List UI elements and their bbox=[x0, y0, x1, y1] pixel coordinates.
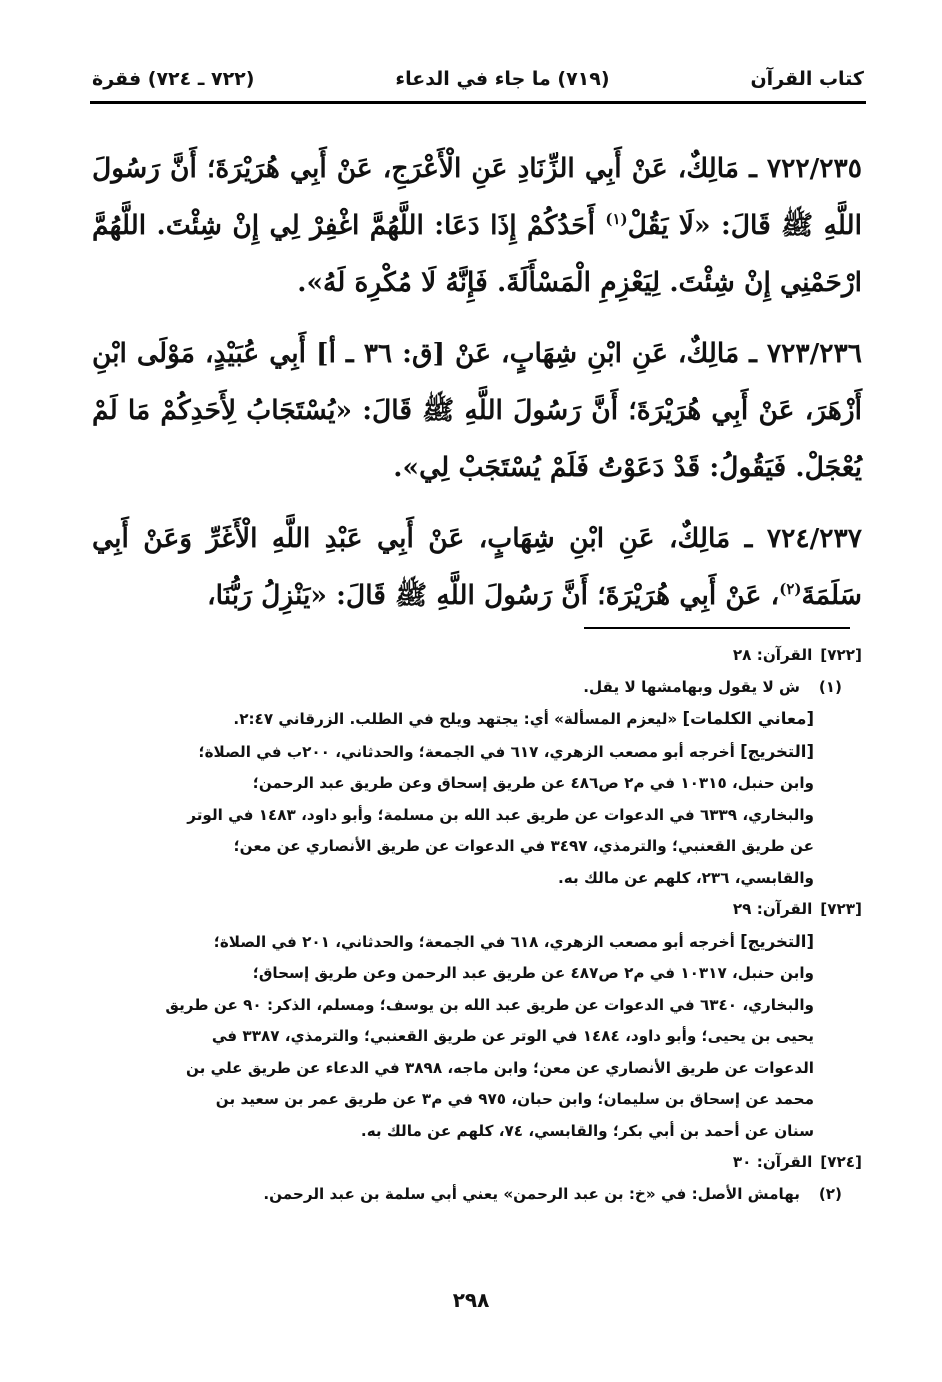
note-722-head bbox=[92, 640, 862, 672]
hadith-text bbox=[92, 140, 862, 638]
hadith-body: ، عَنِ ابْنِ شِهَابٍ، عَنْ أَبِي عَبْدِ اللَّهِ الْأَغَرِّ وَعَنْ أَبِي سَلَمَةَ bbox=[92, 523, 862, 611]
hadith-dash: ـ bbox=[739, 338, 767, 369]
footnote-tag: (٢) bbox=[818, 1184, 842, 1203]
header-chapter-title: (٧١٩) ما جاء في الدعاء bbox=[395, 68, 610, 90]
hadith-724 bbox=[92, 510, 862, 624]
takhrij-line: والبخاري، ٦٣٣٩ في الدعوات عن طريق عبد الله بن مسلمة؛ وأبو داود، ١٤٨٣ في الوتر bbox=[187, 805, 814, 824]
footnote-ref[interactable]: (٢) bbox=[779, 580, 802, 599]
narrator-name: مَالِكٌ bbox=[686, 153, 740, 184]
takhrij-line: عن طريق القعنبي؛ والترمذي، ٣٤٩٧ في الدعوات عن طريق الأنصاري عن معن؛ bbox=[233, 837, 814, 855]
takhrij-text: سنان عن أحمد بن أبي بكر؛ والقابسي، ٧٤، كلهم عن bbox=[421, 1121, 814, 1140]
takhrij-malik: مالك bbox=[584, 868, 619, 887]
hadith-body-cont: أَحَدُكُمْ إِذَا دَعَا: اللَّهُمَّ اغْفِرْ لِي إِنْ شِئْتَ. اللَّهُمَّ ارْحَمْنِي إِنْ شِئْتَ. لِيَعْزِمِ الْمَسْأَلَةَ. فَإِنَّهُ لَا مُكْرِهَ لَهُ». bbox=[92, 210, 862, 298]
takhrij-722 bbox=[92, 736, 862, 895]
note-723-head bbox=[92, 894, 862, 926]
takhrij-text: أخرجه أبو مصعب الزهري، ٦١٨ في الجمعة؛ والحدثاني، ٢٠١ في الصلاة؛ bbox=[213, 932, 741, 951]
hadith-number: ٧٢٢/٢٣٥ bbox=[766, 153, 862, 184]
note-quran-ref: القرآن: ٢٨ bbox=[732, 646, 813, 664]
header-book-title: كتاب القرآن bbox=[750, 68, 864, 90]
hadith-dash: ـ bbox=[739, 153, 767, 184]
takhrij-line bbox=[92, 926, 814, 959]
takhrij-line bbox=[92, 863, 814, 895]
running-header bbox=[92, 62, 864, 96]
takhrij-text: أخرجه أبو مصعب الزهري، ٦١٧ في الجمعة؛ والحدثاني، ٢٠٠ب في الصلاة؛ bbox=[198, 742, 741, 761]
footnote-2 bbox=[92, 1179, 862, 1211]
hadith-body-cont: ، عَنْ أَبِي هُرَيْرَةَ؛ أَنَّ رَسُولَ اللَّهِ ﷺ قَالَ: «يَنْزِلُ رَبُّنَا، bbox=[207, 580, 780, 611]
page-number: ٢٩٨ bbox=[452, 1288, 490, 1312]
takhrij-line bbox=[92, 1116, 814, 1148]
footnote-separator bbox=[584, 627, 850, 629]
narrator-name: مَالِكٌ bbox=[677, 523, 731, 554]
hadith-body: ، عَنْ أَبِي الزِّنَادِ عَنِ الْأَعْرَجِ، عَنْ أَبِي هُرَيْرَةَ؛ أَنَّ رَسُولَ اللَّهِ ﷺ قَالَ: «لَا يَقُلْ bbox=[92, 153, 862, 241]
footnote-ref[interactable]: (١) bbox=[605, 210, 628, 229]
hadith-dash: ـ bbox=[730, 523, 767, 554]
footnote-text: بهامش الأصل: في «خ: بن عبد الرحمن» يعني أبي سلمة بن عبد الرحمن. bbox=[263, 1184, 800, 1203]
meanings-label: [معاني الكلمات] bbox=[682, 709, 814, 728]
note-quran-ref: القرآن: ٣٠ bbox=[732, 1153, 813, 1171]
takhrij-text: والقابسي، ٢٣٦، كلهم عن bbox=[618, 868, 814, 887]
hadith-number: ٧٢٣/٢٣٦ bbox=[766, 338, 863, 369]
takhrij-malik: مالك bbox=[386, 1121, 422, 1140]
header-paragraph-range: (٧٢٢ ـ ٧٢٤) فقرة bbox=[92, 68, 255, 90]
hadith-number: ٧٢٤/٢٣٧ bbox=[766, 523, 862, 554]
takhrij-723 bbox=[92, 926, 862, 1148]
takhrij-line: يحيى بن يحيى؛ وأبو داود، ١٤٨٤ في الوتر عن طريق القعنبي؛ والترمذي، ٣٣٨٧ في bbox=[211, 1027, 814, 1045]
header-rule bbox=[90, 101, 866, 104]
hadith-body: ، عَنِ ابْنِ شِهَابٍ، عَنْ [ق: ٣٦ ـ أ] أَبِي عُبَيْدٍ، مَوْلَى ابْنِ أَزْهَرَ، عَنْ أَبِي هُرَيْرَةَ؛ أَنَّ رَسُولَ اللَّهِ ﷺ قَالَ: «يُسْتَجَابُ لِأَحَدِكُمْ مَا لَمْ يُعْجَلْ. فَيَقُولُ: قَدْ دَعَوْتُ فَلَمْ يُسْتَجَبْ لِي». bbox=[92, 338, 862, 483]
takhrij-line: محمد عن إسحاق بن سليمان؛ وابن حبان، ٩٧٥ في م٣ عن طريق عمر بن سعيد بن bbox=[215, 1090, 814, 1108]
hadith-723 bbox=[92, 325, 862, 496]
takhrij-text: به. bbox=[360, 1121, 387, 1140]
note-724-head bbox=[92, 1147, 862, 1179]
takhrij-text: به. bbox=[558, 868, 585, 887]
note-tag: [٧٢٢] bbox=[820, 646, 862, 664]
narrator-name: مَالِكٌ bbox=[686, 338, 740, 369]
takhrij-line: وابن حنبل، ١٠٣١٧ في م٢ ص٤٨٧ عن طريق عبد الرحمن وعن طريق إسحاق؛ bbox=[252, 964, 814, 982]
note-quran-ref: القرآن: ٢٩ bbox=[732, 900, 813, 918]
word-meanings bbox=[92, 703, 862, 736]
note-tag: [٧٢٤] bbox=[820, 1153, 862, 1171]
footnote-tag: (١) bbox=[818, 677, 842, 696]
footnotes bbox=[92, 640, 862, 1210]
note-tag: [٧٢٣] bbox=[820, 900, 862, 918]
takhrij-line bbox=[92, 736, 814, 769]
takhrij-label: [التخريج] bbox=[740, 741, 814, 761]
footnote-1 bbox=[92, 672, 862, 704]
takhrij-line: الدعوات عن طريق الأنصاري عن معن؛ وابن ماجه، ٣٨٩٨ في الدعاء عن طريق علي بن bbox=[185, 1058, 814, 1077]
takhrij-line: والبخاري، ٦٣٤٠ في الدعوات عن طريق عبد الله بن يوسف؛ ومسلم، الذكر: ٩٠ عن طريق bbox=[165, 995, 814, 1014]
takhrij-label: [التخريج] bbox=[740, 931, 814, 951]
hadith-722 bbox=[92, 140, 862, 311]
takhrij-line: وابن حنبل، ١٠٣١٥ في م٢ ص٤٨٦ عن طريق إسحاق وعن طريق عبد الرحمن؛ bbox=[252, 774, 814, 792]
meanings-text: «ليعزم المسألة» أي: يجتهد ويلح في الطلب. الزرقاني ٢:٤٧. bbox=[233, 710, 683, 728]
footnote-text: ش لا يقول وبهامشها لا يقل. bbox=[583, 677, 800, 696]
